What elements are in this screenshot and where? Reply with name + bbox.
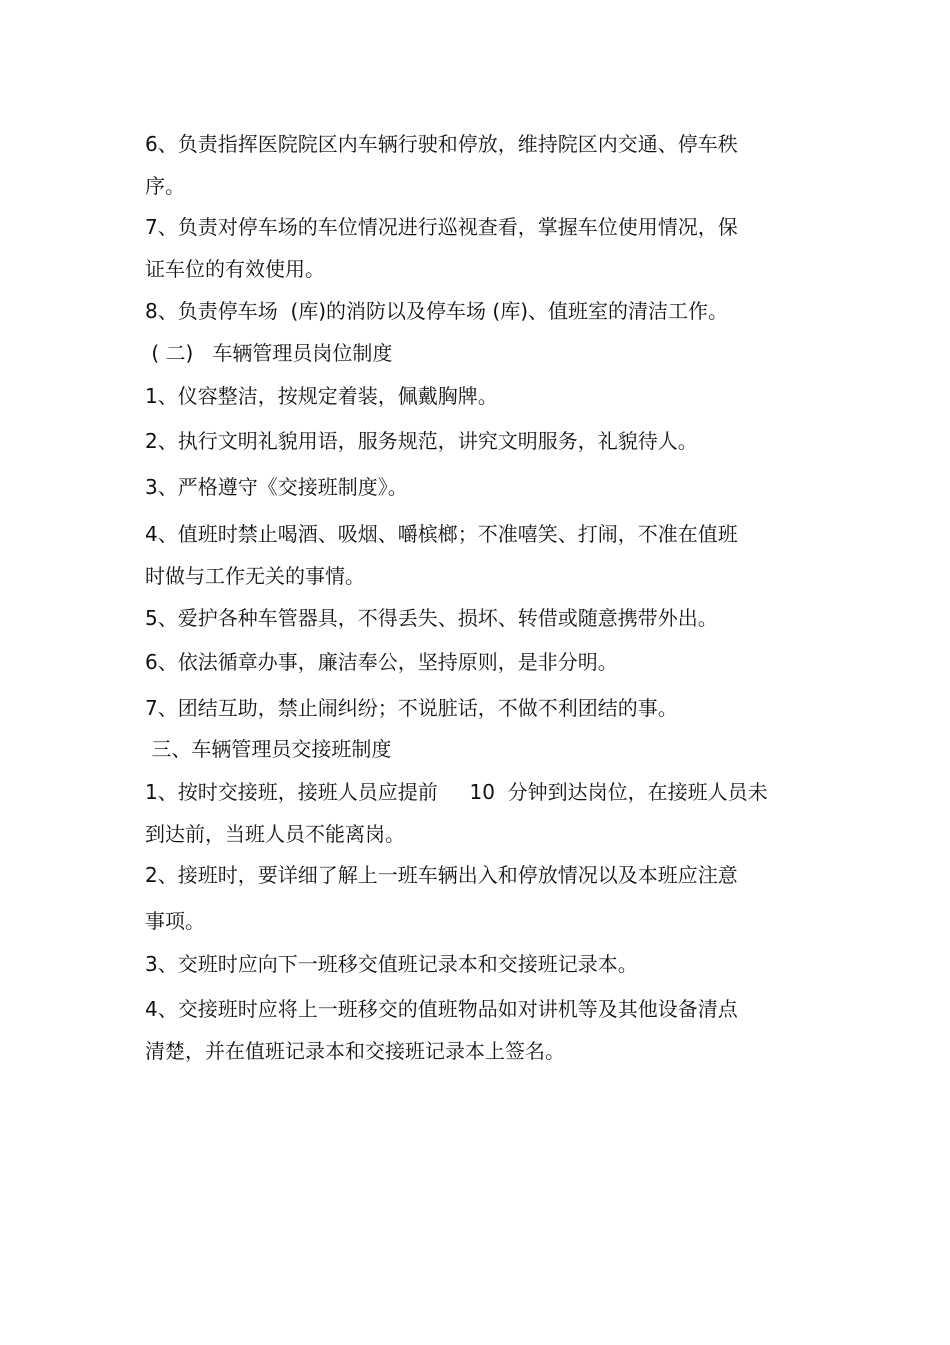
text-line: 7、负责对停车场的车位情况进行巡视查看，掌握车位使用情况，保 [145, 215, 738, 239]
text-line: 6、依法循章办事，廉洁奉公，坚持原则，是非分明。 [145, 650, 618, 674]
text-line: 到达前，当班人员不能离岗。 [145, 822, 405, 846]
section-heading: ( 二) 车辆管理员岗位制度 [145, 341, 393, 365]
text-line: 7、团结互助，禁止闹纠纷；不说脏话，不做不利团结的事。 [145, 696, 678, 720]
text-line: 2、接班时，要详细了解上一班车辆出入和停放情况以及本班应注意 [145, 863, 738, 887]
text-line: 序。 [145, 174, 185, 198]
text-line: 2、执行文明礼貌用语，服务规范，讲究文明服务，礼貌待人。 [145, 429, 698, 453]
text-line: 6、负责指挥医院院区内车辆行驶和停放，维持院区内交通、停车秩 [145, 132, 738, 156]
text-line: 3、严格遵守《交接班制度》。 [145, 475, 408, 499]
text-line: 4、交接班时应将上一班移交的值班物品如对讲机等及其他设备清点 [145, 997, 738, 1021]
text-line: 1、按时交接班，接班人员应提前 10 分钟到达岗位，在接班人员未 [145, 780, 768, 804]
text-line: 8、负责停车场 (库)的消防以及停车场 (库)、值班室的清洁工作。 [145, 299, 729, 323]
text-line: 清楚，并在值班记录本和交接班记录本上签名。 [145, 1039, 565, 1063]
section-heading: 三、车辆管理员交接班制度 [145, 737, 392, 761]
text-line: 1、仪容整洁，按规定着装，佩戴胸牌。 [145, 384, 498, 408]
text-line: 时做与工作无关的事情。 [145, 564, 365, 588]
text-line: 5、爱护各种车管器具，不得丢失、损坏、转借或随意携带外出。 [145, 606, 718, 630]
text-line: 4、值班时禁止喝酒、吸烟、嚼槟榔；不准嘻笑、打闹，不准在值班 [145, 522, 738, 546]
text-line: 事项。 [145, 909, 205, 933]
text-line: 3、交班时应向下一班移交值班记录本和交接班记录本。 [145, 952, 638, 976]
text-line: 证车位的有效使用。 [145, 257, 325, 281]
